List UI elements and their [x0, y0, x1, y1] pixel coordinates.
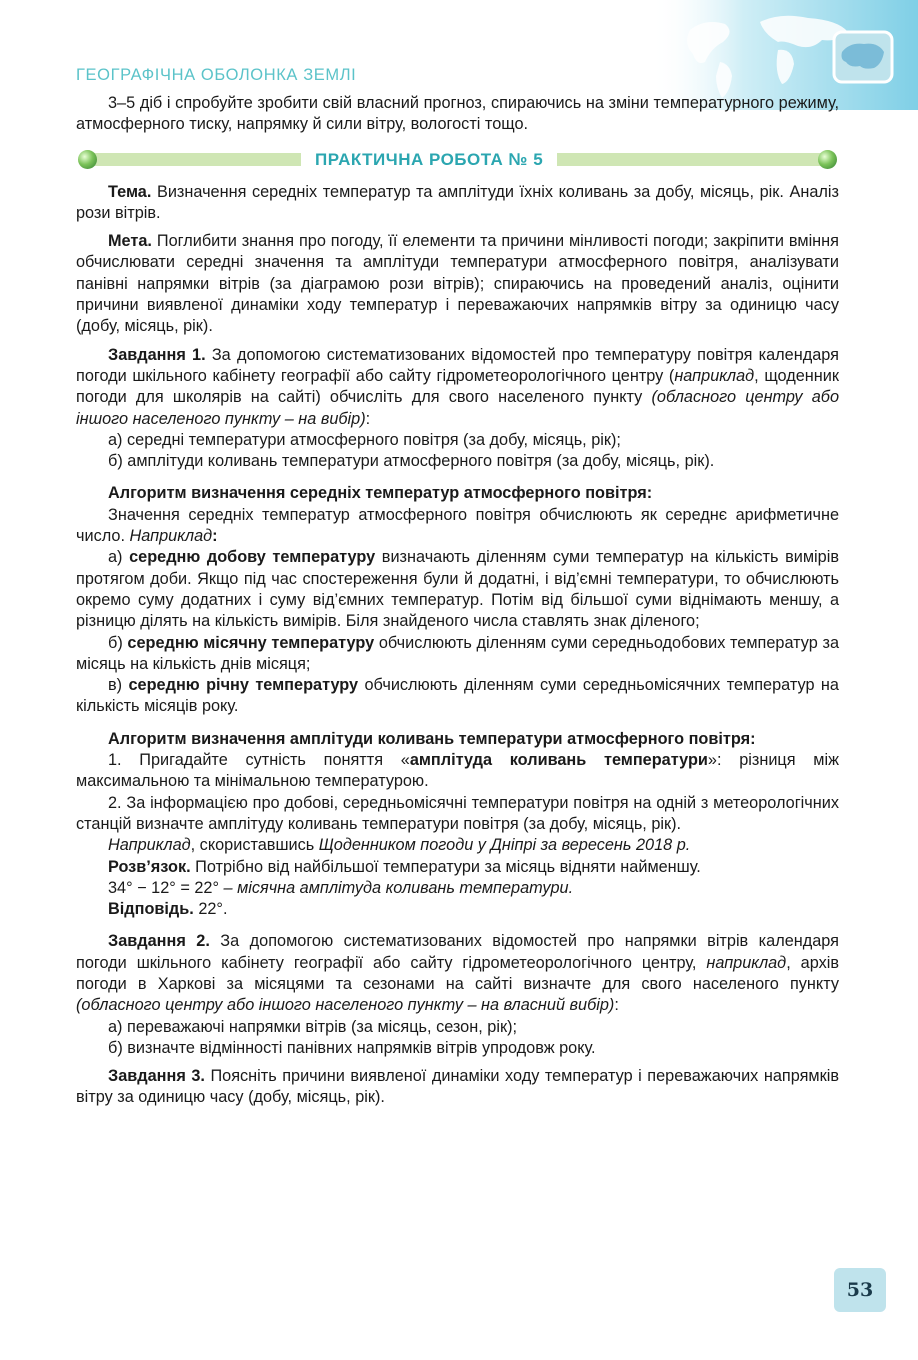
yearly-temperature-term: середню річну температуру [128, 676, 359, 695]
practical-work-title: ПРАКТИЧНА РОБОТА № 5 [301, 148, 557, 172]
task2-item-b: б) визначте відмінності панівних напрямків вітрів упродовж року. [108, 1038, 596, 1057]
example-italic: Наприклад [108, 836, 191, 855]
algorithm-mean-heading [76, 483, 839, 504]
task2-paragraph [76, 931, 839, 1016]
item-text: обчислюють діленням суми середньомісячних температур на кількість місяців року. [76, 676, 839, 716]
intro-paragraph: 3–5 діб і спробуйте зробити свій власний прогноз, спираючись на зміни температурного режиму, атмосферного тиску, напрямку й сили вітру, вологості тощо. [76, 94, 839, 134]
monthly-temperature-term: середню місячну температуру [127, 633, 375, 652]
task2-text-b: , архів погоди в Харкові за місяцями та сезонами на сайті визначте для свого населеного пункту [76, 953, 839, 993]
formula-explanation: – місячна амплітуда коливань температури. [218, 878, 574, 897]
green-bullet-icon [78, 150, 97, 169]
algorithm-mean-intro-colon: : [212, 527, 218, 546]
algorithm-amplitude-heading-text: Алгоритм визначення амплітуди коливань температури атмосферного повітря: [108, 729, 756, 748]
page-content [76, 93, 839, 1109]
practical-work-banner [76, 147, 839, 173]
item-prefix: а) [108, 548, 130, 567]
amplitude-step1 [76, 750, 839, 793]
task1-text: За допомогою систематизованих відомостей про температуру повітря календаря погоди шкільного кабінету географії або сайту гідрометеорологічного центру ( [76, 345, 839, 385]
example-source: Щоденником погоди у Дніпрі за вересень 2018 р. [318, 836, 691, 855]
algorithm-mean-intro-italic: Наприклад [129, 527, 213, 546]
task3-text: Поясніть причини виявленої динаміки ходу температур і переважаючих напрямків вітру за одиницю часу (добу, місяць, рік). [76, 1067, 839, 1107]
formula: 34° − 12° = 22° [108, 878, 219, 897]
item-prefix: б) [108, 633, 128, 652]
algorithm-amplitude-heading [76, 729, 839, 750]
task1-italic-note: (обласного центру або іншого населеного пункту – на вибір) [76, 388, 839, 428]
task1-paragraph [76, 345, 839, 430]
solution-text: Потрібно від найбільшої температури за місяць відняти найменшу. [190, 857, 701, 876]
algorithm-mean-c [76, 675, 839, 718]
amplitude-step2: 2. За інформацією про добові, середньомісячні температури повітря на одній з метеорологічних станцій визначте амплітуду коливань температури повітря (за добу, місяць, рік). [76, 793, 839, 833]
task1-label: Завдання 1. [108, 345, 206, 364]
running-title: ГЕОГРАФІЧНА ОБОЛОНКА ЗЕМЛІ [76, 66, 357, 84]
topic-text: Визначення середніх температур та амплітуди їхніх коливань за добу, місяць, рік. Аналіз рози вітрів. [76, 182, 839, 222]
amplitude-answer [76, 899, 839, 920]
example-text: , скориставшись [190, 836, 319, 855]
task2-label: Завдання 2. [108, 932, 210, 951]
task2-text: За допомогою систематизованих відомостей про напрямки вітрів календаря погоди шкільного кабінету географії або сайту гідрометеорологічного центру, [76, 932, 839, 972]
topic-label: Тема. [108, 182, 152, 201]
topic-paragraph [76, 182, 839, 225]
answer-label: Відповідь. [108, 900, 194, 919]
solution-label: Розв’язок. [108, 857, 191, 876]
goal-paragraph [76, 231, 839, 337]
task3-label: Завдання 3. [108, 1067, 205, 1086]
ukraine-map-icon [834, 32, 892, 82]
algorithm-mean-intro-text: Значення середніх температур атмосферного повітря обчислюють як середнє арифметичне число. [76, 505, 839, 546]
step1-text: 1. Пригадайте сутність поняття « [108, 751, 410, 770]
amplitude-formula [76, 878, 839, 899]
answer-text: 22°. [193, 900, 228, 919]
step1-text-b: »: різниця між максимальною та мінімальною температурою. [76, 751, 839, 791]
item-text: обчислюють діленням суми середньодобових температур за місяць на кількість днів місяця; [76, 633, 839, 673]
task2-item-a: а) переважаючі напрямки вітрів (за місяць, сезон, рік); [108, 1017, 518, 1036]
goal-label: Мета. [108, 232, 152, 251]
algorithm-mean-heading-text: Алгоритм визначення середніх температур атмосферного повітря: [108, 484, 653, 503]
algorithm-mean-intro [76, 505, 839, 548]
amplitude-term: амплітуда коливань температури [409, 751, 708, 770]
task1-item-a: а) середні температури атмосферного повітря (за добу, місяць, рік); [108, 430, 621, 449]
task2-italic: наприклад [706, 953, 787, 972]
task1-italic: наприклад [674, 366, 755, 385]
task2-italic-note: (обласного центру або іншого населеного пункту – на власний вибір) [76, 996, 615, 1015]
task1-text-b: , щоденник погоди для школярів на сайті) обчисліть для свого населеного пункту [76, 366, 839, 407]
item-text: визначають діленням суми температур на кількість вимірів протягом доби. Якщо під час спостереження були й додатні, і від’ємні температури, то обчислюють окремо суму додатних і суму від’ємних температур. Потім від більшої суми віднімають меншу, а різницю ділять на кількість вимірів. Біля знайденого числа ставлять знак діленого; [76, 548, 839, 631]
task1-item-b: б) амплітуди коливань температури атмосферного повітря (за добу, місяць, рік). [108, 452, 715, 471]
amplitude-solution [76, 857, 839, 878]
amplitude-example [76, 835, 839, 856]
task3-paragraph [76, 1066, 839, 1109]
task2-text-c: : [614, 996, 619, 1015]
task1-text-c: : [365, 409, 371, 428]
green-bullet-icon [818, 150, 837, 169]
algorithm-mean-b [76, 633, 839, 676]
goal-text: Поглибити знання про погоду, її елементи та причини мінливості погоди; закріпити вміння обчислювати середні значення та амплітуди температури атмосферного повітря, аналізувати панівні напрямки вітрів (за діаграмою рози вітрів); спираючись на проведений аналіз, оцінити причини виявленої динаміки ходу температур і переважаючих напрямків вітру за одиницю часу (добу, місяць, рік). [76, 232, 839, 336]
item-prefix: в) [108, 676, 129, 695]
daily-temperature-term: середню добову температуру [129, 548, 376, 567]
algorithm-mean-a [76, 547, 839, 632]
page-number: 53 [834, 1268, 886, 1312]
